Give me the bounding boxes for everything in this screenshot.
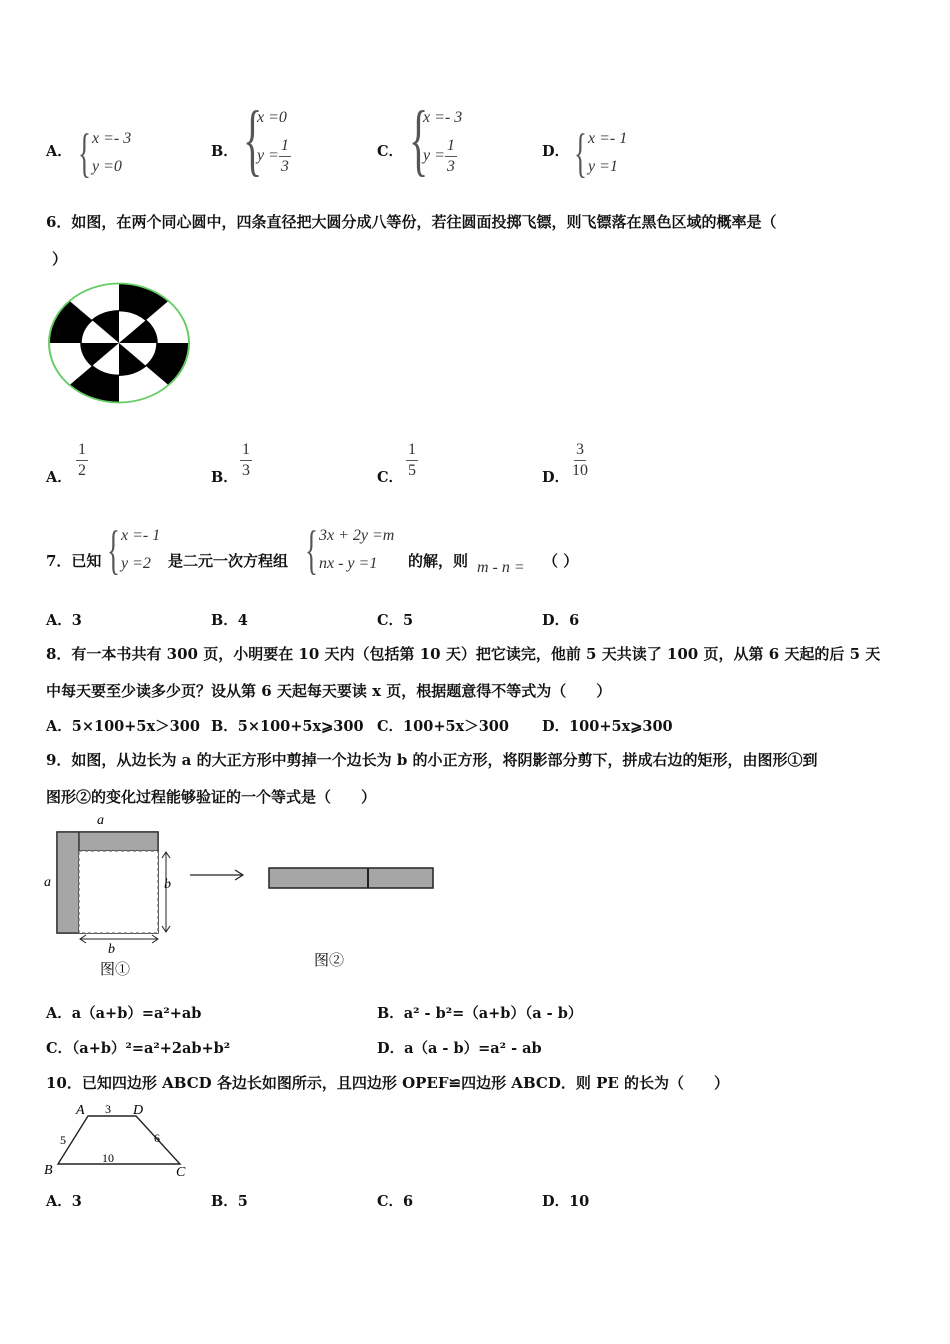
q9-option-c: C．（a+b）²=a²+2ab+b²: [46, 1040, 231, 1057]
brace-icon: {: [243, 96, 263, 184]
equation: y =2: [121, 555, 151, 572]
q9-option-b: B．a² - b²=（a+b）（a - b）: [377, 1005, 583, 1022]
q6-dartboard-figure: [46, 280, 192, 406]
q8-option-d: D．100+5x⩾300: [542, 718, 673, 735]
q9-option-d: D．a（a - b）=a² - ab: [377, 1040, 542, 1057]
q7-middle: 是二元一次方程组: [168, 552, 289, 570]
q6-option-a-fraction: $\frac{1}{2}$: [78, 441, 86, 479]
q10-option-c: C．6: [377, 1193, 414, 1210]
brace-icon: {: [305, 520, 318, 580]
label-a-top: a: [97, 813, 104, 828]
q6-option-d-label: D．: [542, 469, 570, 486]
equation: y =: [423, 147, 445, 164]
equation: y =1: [588, 158, 618, 175]
brace-icon: {: [574, 123, 587, 183]
q5-option-b-system: [243, 96, 291, 184]
cut-small-square: [79, 851, 158, 933]
q10-option-b: B．5: [211, 1193, 248, 1210]
equation: x =- 3: [92, 130, 132, 147]
q7-paren: （ ）: [543, 552, 579, 570]
q8-option-c: C．100+5x＞300: [377, 718, 509, 735]
label-b-right: b: [164, 877, 171, 892]
q9-option-a: A．a（a+b）=a²+ab: [46, 1005, 202, 1022]
side-ad-length: 3: [105, 1102, 111, 1116]
q7-suffix: 的解，则: [408, 552, 469, 570]
q10-stem: 10．已知四边形 ABCD 各边长如图所示，且四边形 OPEF≌四边形 ABCD．则 PE 的长为（ ）: [46, 1074, 730, 1092]
q8-option-b: B．5×100+5x⩾300: [211, 718, 364, 735]
q10-option-d: D．10: [542, 1193, 590, 1210]
equation: 3x + 2y =m: [319, 527, 395, 544]
brace-icon: {: [107, 520, 120, 580]
rectangle-fig2: [269, 868, 433, 888]
fig2-label: 图②: [314, 953, 345, 969]
q8-option-a: A．5×100+5x＞300: [46, 718, 200, 735]
trapezoid-abcd: [58, 1116, 180, 1164]
q6-option-a-label: A．: [46, 469, 72, 486]
q6-option-c-label: C．: [377, 469, 404, 486]
equation: y =: [257, 147, 279, 164]
side-dc-length: 6: [154, 1131, 160, 1145]
q10-trapezoid-figure: [40, 1098, 200, 1180]
q6-stem: 6．如图，在两个同心圆中，四条直径把大圆分成八等份，若往圆面投掷飞镖，则飞镖落在黑色区域的概率是（: [46, 213, 777, 231]
vertex-b: B: [44, 1163, 53, 1178]
q6-option-b-label: B．: [211, 469, 238, 486]
shaded-strip-horizontal: [79, 832, 158, 851]
vertex-c: C: [176, 1165, 186, 1180]
equation: nx - y =1: [319, 555, 378, 572]
fraction: $\frac{1}{3}$: [280, 136, 289, 175]
q7-equation-system: [305, 522, 394, 578]
equation: x =- 1: [588, 130, 628, 147]
equation: x =- 3: [423, 108, 463, 126]
q5-option-a-label: A．: [46, 143, 72, 160]
brace-icon: {: [78, 123, 91, 183]
shaded-strip-vertical: [57, 832, 79, 933]
q6-option-c-fraction: $\frac{1}{5}$: [408, 441, 416, 479]
q7-expression: m - n =: [477, 559, 525, 576]
q5-option-a-system: [78, 125, 131, 181]
q9-figure: [40, 812, 450, 982]
q6-stem-end: ）: [52, 250, 68, 268]
q10-option-a: A．3: [46, 1193, 82, 1210]
q7-option-a: A．3: [46, 612, 82, 629]
label-a-left: a: [44, 875, 51, 890]
q5-option-c-label: C．: [377, 143, 404, 160]
q7-option-b: B．4: [211, 612, 248, 629]
vertex-d: D: [133, 1103, 144, 1118]
brace-icon: {: [409, 96, 429, 184]
fig1-label: 图①: [100, 962, 131, 978]
q8-stem-line2: 中每天要至少读多少页？设从第 6 天起每天要读 x 页，根据题意得不等式为（ ）: [46, 682, 612, 700]
q9-stem-line1: 9．如图，从边长为 a 的大正方形中剪掉一个边长为 b 的小正方形，将阴影部分剪下，拼成右边的矩形，由图形①到: [46, 751, 818, 769]
equation: x =- 1: [121, 527, 161, 544]
q6-option-b-fraction: $\frac{1}{3}$: [242, 441, 250, 479]
q7-option-c: C．5: [377, 612, 414, 629]
fraction: $\frac{1}{3}$: [446, 136, 455, 175]
equation: x =0: [257, 108, 287, 126]
q5-option-d-system: [574, 125, 627, 181]
q5-option-d-label: D．: [542, 143, 570, 160]
side-bc-length: 10: [102, 1151, 114, 1165]
label-b-bottom: b: [108, 942, 115, 957]
q9-stem-line2: 图形②的变化过程能够验证的一个等式是（ ）: [46, 788, 377, 806]
q7-solution-system: [107, 522, 160, 578]
equation: y =0: [92, 158, 122, 175]
q6-option-d-fraction: $\frac{3}{10}$: [572, 441, 588, 479]
q7-prefix: 7．已知: [46, 552, 102, 570]
q5-option-c-system: [409, 96, 463, 184]
vertex-a: A: [76, 1103, 85, 1118]
q7-option-d: D．6: [542, 612, 580, 629]
q8-stem-line1: 8．有一本书共有 300 页，小明要在 10 天内（包括第 10 天）把它读完，他前 5 天共读了 100 页，从第 6 天起的后 5 天: [46, 645, 881, 663]
side-ab-length: 5: [60, 1133, 66, 1147]
q5-option-b-label: B．: [211, 143, 238, 160]
